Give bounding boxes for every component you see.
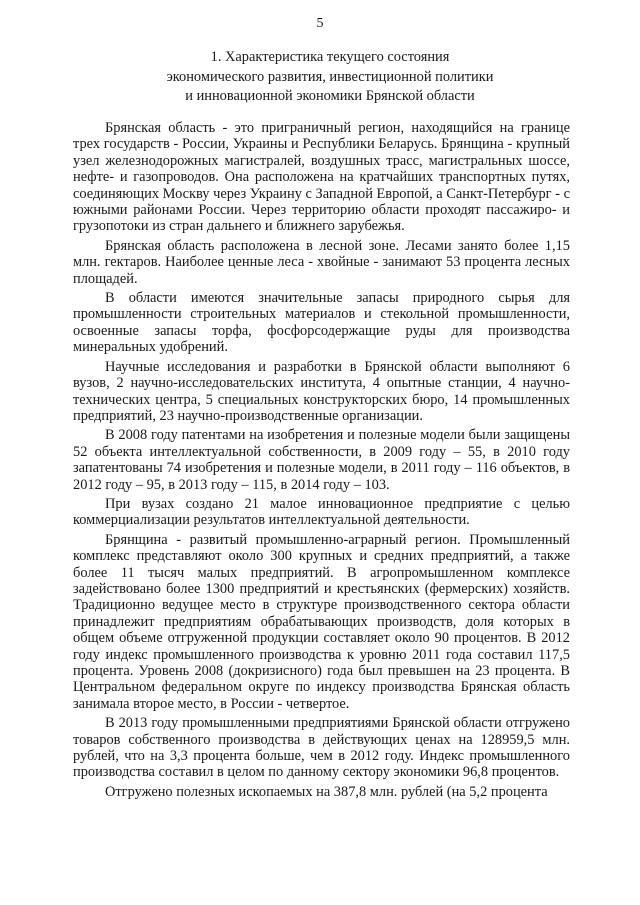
heading-line-1: 1. Характеристика текущего состояния xyxy=(210,49,450,65)
paragraph-natural-resources: В области имеются значительные запасы природного сырья для промышленности строительных материалов и стекольной промышленности, освоенные запасы торфа, фосфорсодержащие руды для производства минеральных удобрений. xyxy=(73,290,570,356)
paragraph-region-location: Брянская область - это приграничный регион, находящийся на границе трех государств - России, Украины и Республики Беларусь. Брянщина - крупный узел железнодорожных магистралей, воздушных трасс, магистральных шоссе, нефте- и газопроводов. Она расположена на кратчайших транспортных путях, соединяющих Москву через Украину с Западной Европой, а Санкт-Петербург - с южными районами России. Через территорию области проходят пассажиро- и грузопотоки из стран дальнего и ближнего зарубежья. xyxy=(73,120,570,235)
section-heading xyxy=(80,48,580,107)
paragraph-patents: В 2008 году патентами на изобретения и полезные модели были защищены 52 объекта интеллектуальной собственности, в 2009 году – 55, в 2010 году запатентованы 74 изобретения и полезные модели, в 2011 году – 116 объектов, в 2012 году – 95, в 2013 году – 115, в 2014 году – 103. xyxy=(73,427,570,493)
body-text xyxy=(73,120,570,803)
paragraph-industry: Брянщина - развитый промышленно-аграрный регион. Промышленный комплекс представляют около 300 крупных и средних предприятий, а также более 11 тысяч малых предприятий. В агропромышленном комплексе задействовано более 1300 предприятий и крестьянских (фермерских) хозяйств. Традиционно ведущее место в структуре производственного сектора области принадлежит предприятиям обрабатывающих производств, доля которых в общем объеме отгруженной продукции составляет около 90 процентов. В 2012 году индекс промышленного производства к уровню 2011 года составил 117,5 процента. Уровень 2008 (докризисного) года был превышен на 23 процента. В Центральном федеральном округе по индексу производства Брянская область занимала второе место, в России - четвертое. xyxy=(73,531,570,712)
heading-line-2: экономического развития, инвестиционной политики xyxy=(166,68,494,85)
paragraph-2013-shipments: В 2013 году промышленными предприятиями Брянской области отгружено товаров собственного производства в действующих ценах на 128959,5 млн. рублей, что на 3,3 процента больше, чем в 2012 году. Индекс промышленного производства составил в целом по данному сектору экономики 96,8 процентов. xyxy=(73,715,570,781)
page-number: 5 xyxy=(316,16,324,31)
paragraph-forests: Брянская область расположена в лесной зоне. Лесами занято более 1,15 млн. гектаров. Наиболее ценные леса - хвойные - занимают 53 процента лесных площадей. xyxy=(73,237,570,287)
paragraph-mining: Отгружено полезных ископаемых на 387,8 млн. рублей (на 5,2 процента xyxy=(105,783,548,800)
paragraph-research: Научные исследования и разработки в Брянской области выполняют 6 вузов, 2 научно-исследовательских института, 4 опытные станции, 4 научно-технических центра, 5 специальных конструкторских бюро, 14 промышленных предприятий, 23 научно-производственные организации. xyxy=(73,358,570,424)
heading-line-3: и инновационной экономики Брянской области xyxy=(185,88,475,104)
paragraph-small-enterprises: При вузах создано 21 малое инновационное предприятие с целью коммерциализации результатов интеллектуальной деятельности. xyxy=(73,495,570,529)
